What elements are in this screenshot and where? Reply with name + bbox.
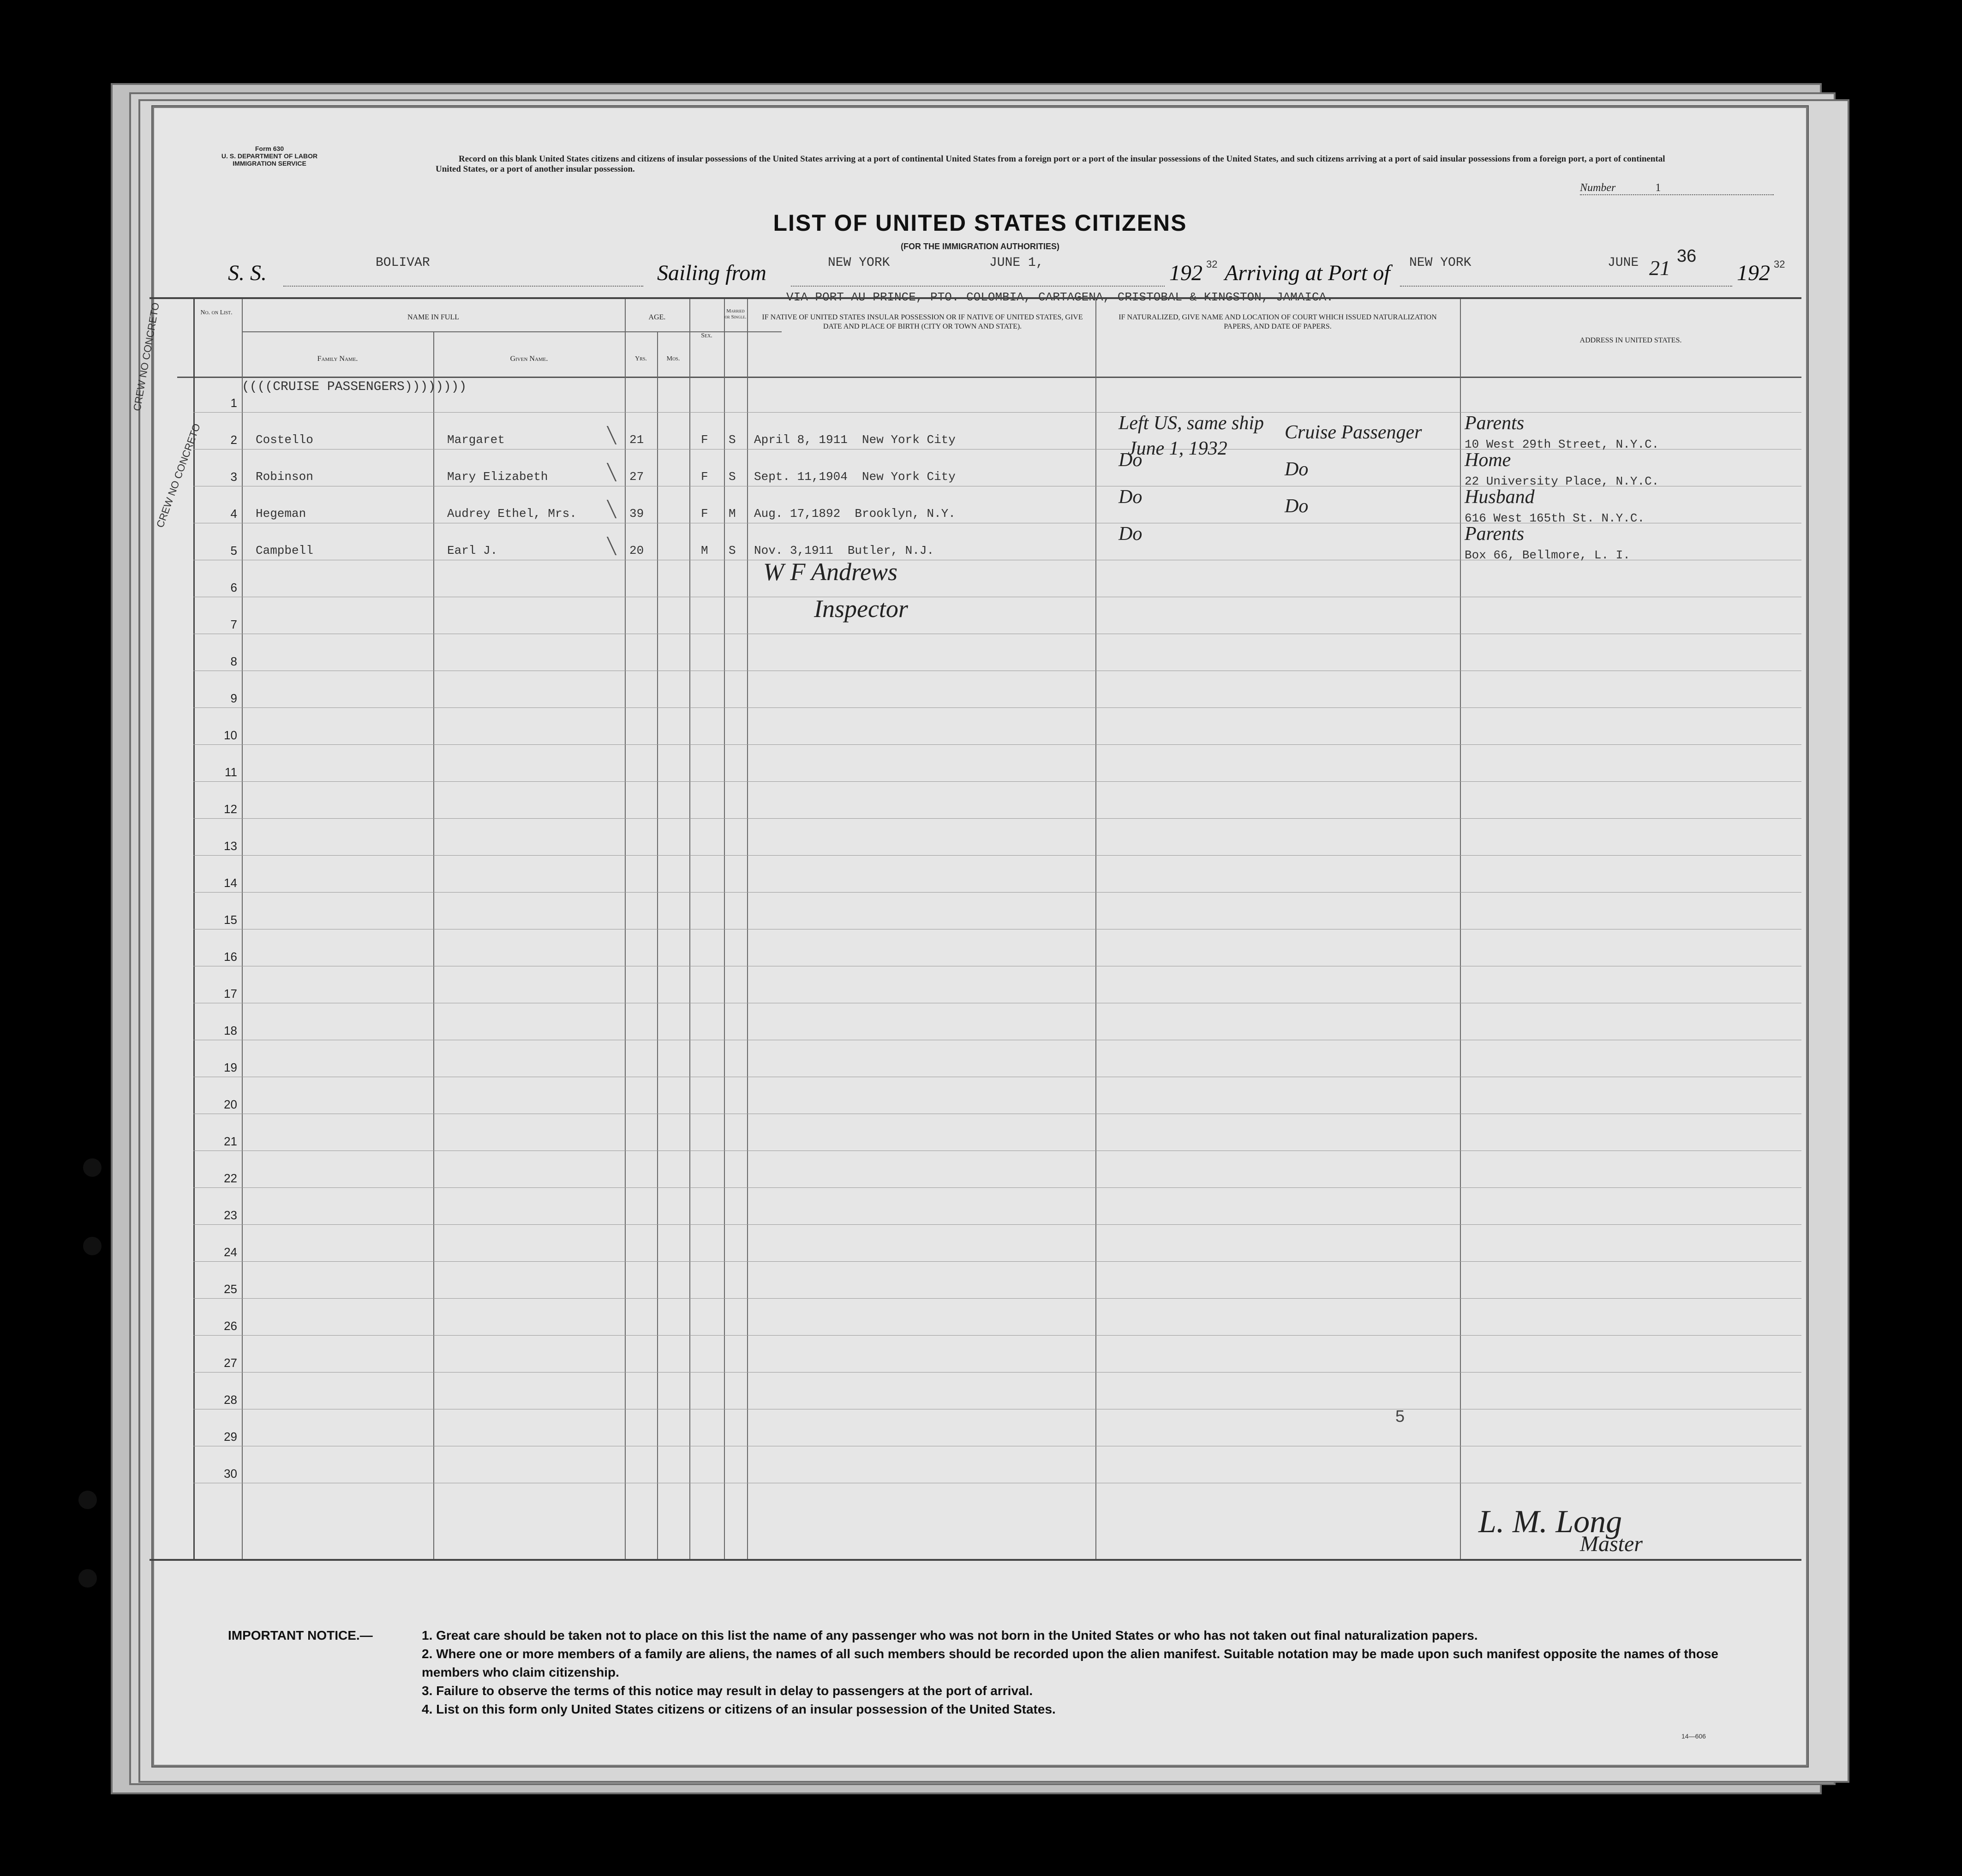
passenger-address-note: Parents xyxy=(1465,523,1525,545)
arriving-line xyxy=(1400,286,1732,287)
row-number: 21 xyxy=(224,1134,237,1148)
passenger-address: 10 West 29th Street, N.Y.C. xyxy=(1465,438,1659,451)
row-number: 28 xyxy=(224,1393,237,1407)
passenger-family-name: Campbell xyxy=(256,544,313,557)
sailing-port: NEW YORK xyxy=(828,256,890,270)
row-number: 23 xyxy=(224,1208,237,1222)
row-rule xyxy=(193,744,1801,745)
notice-item: 4. List on this form only United States citizens or citizens of an insular possession of the United States. xyxy=(422,1702,1056,1716)
sailing-year: 32 xyxy=(1206,258,1218,270)
row-number: 10 xyxy=(224,728,237,742)
page-subtitle: (FOR THE IMMIGRATION AUTHORITIES) xyxy=(901,242,1059,251)
passenger-given-name: Margaret xyxy=(447,433,505,447)
row-number: 22 xyxy=(224,1171,237,1185)
punch-hole xyxy=(83,1237,102,1255)
row-number: 26 xyxy=(224,1319,237,1333)
passenger-age: 39 xyxy=(629,507,644,521)
passenger-family-name: Robinson xyxy=(256,470,313,484)
col-header-age: AGE. xyxy=(648,313,666,321)
passenger-family-name: Costello xyxy=(256,433,313,447)
row-rule xyxy=(193,1187,1801,1188)
check-mark xyxy=(593,537,617,555)
row-number: 25 xyxy=(224,1282,237,1296)
arriving-year: 32 xyxy=(1774,258,1785,270)
row-rule xyxy=(193,1372,1801,1373)
arriving-port: NEW YORK xyxy=(1409,256,1472,270)
service-name: IMMIGRATION SERVICE xyxy=(233,160,306,167)
passenger-age: 21 xyxy=(629,433,644,447)
ss-label: S. S. xyxy=(228,261,267,285)
col-header-address: ADDRESS IN UNITED STATES. xyxy=(1579,336,1682,344)
passenger-birth: Nov. 3,1911 Butler, N.J. xyxy=(754,544,934,557)
row-rule xyxy=(193,1298,1801,1299)
row-number: 11 xyxy=(225,765,237,779)
row-number: 12 xyxy=(224,802,237,816)
passenger-given-name: Audrey Ethel, Mrs. xyxy=(447,507,577,521)
passenger-naturalized-note: Do xyxy=(1119,523,1143,545)
row-number: 30 xyxy=(224,1467,237,1480)
ship-name: BOLIVAR xyxy=(376,256,430,270)
via-ports: VIA PORT AU PRINCE, PTO. COLOMBIA, CARTAGENA, CRISTOBAL & KINGSTON, JAMAICA. xyxy=(786,290,1334,304)
row-number: 7 xyxy=(230,617,237,631)
passenger-cruise-note: Cruise Passenger xyxy=(1285,422,1422,443)
row-rule xyxy=(193,1335,1801,1336)
row-number: 14 xyxy=(224,876,237,890)
row-number: 15 xyxy=(224,913,237,927)
passenger-naturalized-date: June 1, 1932 xyxy=(1128,438,1227,459)
row-number: 5 xyxy=(230,544,237,557)
col-header-birth: IF NATIVE OF UNITED STATES INSULAR POSSESSION OR IF NATIVE OF UNITED STATES, GIVE DATE AND PLACE OF BIRTH (CITY OR TOWN AND STATE). xyxy=(762,313,1083,330)
master-title: Master xyxy=(1580,1532,1643,1556)
row-rule xyxy=(193,781,1801,782)
row-number: 13 xyxy=(224,839,237,853)
punch-hole xyxy=(78,1569,97,1588)
passenger-address: 22 University Place, N.Y.C. xyxy=(1465,474,1659,488)
row-rule xyxy=(193,1224,1801,1225)
col-header-yrs: Yrs. xyxy=(635,355,647,362)
col-header-no: No. on List. xyxy=(200,309,233,316)
passenger-birth: April 8, 1911 New York City xyxy=(754,433,956,447)
header-bottom-rule xyxy=(177,377,1801,378)
row-number: 16 xyxy=(224,950,237,964)
inspector-title: Inspector xyxy=(814,595,908,623)
passenger-sex: F xyxy=(701,470,708,484)
stray-mark: 5 xyxy=(1395,1407,1405,1426)
col-header-naturalized: IF NATURALIZED, GIVE NAME AND LOCATION OF COURT WHICH ISSUED NATURALIZATION PAPERS, AND DATE OF PAPERS. xyxy=(1119,313,1437,330)
passenger-address: Box 66, Bellmore, L. I. xyxy=(1465,548,1630,562)
row-number: 8 xyxy=(230,654,237,668)
passenger-marital-status: M xyxy=(729,507,736,521)
passenger-marital-status: S xyxy=(729,544,736,557)
passenger-birth: Aug. 17,1892 Brooklyn, N.Y. xyxy=(754,507,956,521)
row-number: 17 xyxy=(224,987,237,1001)
manifest-table xyxy=(131,297,1801,1561)
side-stamp-2: CREW NO CONCRETO xyxy=(154,422,203,529)
ss-line xyxy=(283,286,643,287)
section-label: ((((CRUISE PASSENGERS)))))))) xyxy=(242,380,467,394)
row-number: 24 xyxy=(224,1245,237,1259)
passenger-family-name: Hegeman xyxy=(256,507,306,521)
form-number: Form 630 xyxy=(255,145,284,152)
check-mark xyxy=(593,500,617,518)
col-header-married-single: Married or Single. xyxy=(724,308,747,320)
row-rule xyxy=(193,818,1801,819)
row-number: 9 xyxy=(230,691,237,705)
number-label: Number xyxy=(1580,182,1616,194)
row-number: 1 xyxy=(230,396,237,410)
arriving-label: Arriving at Port of xyxy=(1225,261,1390,285)
punch-hole xyxy=(83,1158,102,1177)
notice-item: 2. Where one or more members of a family are aliens, the names of all such members should be recorded upon the alien manifest. Suitable notation may be made upon such manifest opposite the names of those members who claim citizenship. xyxy=(422,1647,1718,1679)
passenger-sex: F xyxy=(701,507,708,521)
passenger-address-note: Parents xyxy=(1465,413,1525,434)
row-number: 27 xyxy=(224,1356,237,1370)
passenger-cruise-note: Do xyxy=(1285,459,1309,480)
passenger-given-name: Mary Elizabeth xyxy=(447,470,548,484)
arriving-day: 21 xyxy=(1649,256,1670,280)
col-header-sex: Sex. xyxy=(701,332,712,339)
sailing-year-prefix: 192 xyxy=(1169,261,1202,285)
passenger-sex: F xyxy=(701,433,708,447)
important-notice xyxy=(228,1626,1751,1719)
row-number: 19 xyxy=(224,1061,237,1074)
row-rule xyxy=(193,1261,1801,1262)
passenger-address: 616 West 165th St. N.Y.C. xyxy=(1465,511,1645,525)
row-number: 18 xyxy=(224,1024,237,1037)
row-number: 29 xyxy=(224,1430,237,1444)
passenger-marital-status: S xyxy=(729,470,736,484)
passenger-naturalized-note: Do xyxy=(1119,486,1143,508)
col-header-name-in-full: NAME IN FULL xyxy=(407,313,459,321)
notice-heading: IMPORTANT NOTICE.— xyxy=(228,1628,373,1642)
passenger-naturalized-note: Left US, same ship xyxy=(1119,413,1264,434)
col-header-given-name: Given Name. xyxy=(510,355,548,363)
row-number: 2 xyxy=(230,433,237,447)
col-line xyxy=(433,331,434,1559)
punch-hole xyxy=(78,1491,97,1509)
passenger-age: 27 xyxy=(629,470,644,484)
sailing-date: JUNE 1, xyxy=(989,256,1044,270)
passenger-given-name: Earl J. xyxy=(447,544,498,557)
manifest-sheet xyxy=(131,106,1808,1767)
inspector-signature: W F Andrews xyxy=(763,558,897,586)
row-number: 4 xyxy=(230,507,237,521)
sailing-label: Sailing from xyxy=(657,261,766,285)
row-rule xyxy=(193,855,1801,856)
col-line xyxy=(657,331,658,1559)
check-mark xyxy=(593,463,617,481)
row-rule xyxy=(193,412,1801,413)
department-name: U. S. DEPARTMENT OF LABOR xyxy=(221,152,318,160)
arriving-year-prefix: 192 xyxy=(1737,261,1770,285)
row-number: 3 xyxy=(230,470,237,484)
page-stamp: 36 xyxy=(1677,246,1697,266)
check-mark xyxy=(593,426,617,444)
bottom-code: 14—606 xyxy=(1681,1732,1706,1740)
page-title: LIST OF UNITED STATES CITIZENS xyxy=(773,210,1187,236)
number-value: 1 xyxy=(1655,182,1661,194)
col-header-family-name: Family Name. xyxy=(317,355,358,363)
row-number: 20 xyxy=(224,1097,237,1111)
number-field xyxy=(1580,182,1774,195)
arriving-date: JUNE xyxy=(1608,256,1639,270)
sailing-line xyxy=(791,286,1165,287)
row-number: 6 xyxy=(230,581,237,594)
passenger-sex: M xyxy=(701,544,708,557)
passenger-cruise-note: Do xyxy=(1285,496,1309,517)
agency-block xyxy=(200,145,339,167)
passenger-age: 20 xyxy=(629,544,644,557)
passenger-marital-status: S xyxy=(729,433,736,447)
instructions-text: Record on this blank United States citizens and citizens of insular possessions of the United States arriving at a port of continental United States from a foreign port or a port of the insular possessions of the United States, and such citizens arriving at a port of said insular possessions from a foreign port, a port of continental United States, or a port of another insular possession. xyxy=(436,154,1665,174)
passenger-birth: Sept. 11,1904 New York City xyxy=(754,470,956,484)
notice-item: 3. Failure to observe the terms of this notice may result in delay to passengers at the port of arrival. xyxy=(422,1684,1033,1698)
row-rule xyxy=(193,707,1801,708)
notice-item: 1. Great care should be taken not to place on this list the name of any passenger who was not born in the United States or who has not taken out final naturalization papers. xyxy=(422,1628,1478,1642)
row-rule xyxy=(193,892,1801,893)
passenger-address-note: Husband xyxy=(1465,486,1535,508)
passenger-address-note: Home xyxy=(1465,450,1511,471)
col-header-mos: Mos. xyxy=(666,355,680,362)
passenger-naturalized-note: Do xyxy=(1119,450,1143,471)
side-stamp-1: CREW NO CONCRETO xyxy=(131,301,162,412)
master-signature: L. M. Long xyxy=(1478,1504,1622,1540)
